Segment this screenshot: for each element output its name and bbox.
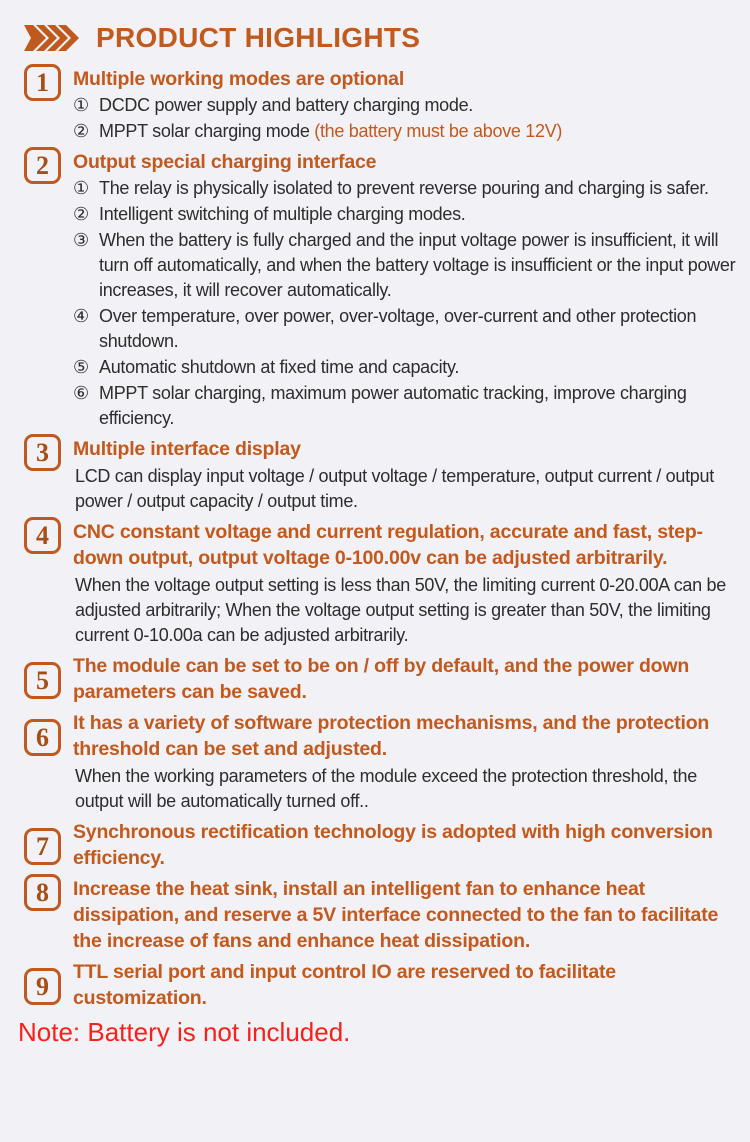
sub-text: MPPT solar charging, maximum power automatic tracking, improve charging efficiency. (99, 383, 687, 428)
item-number-badge (24, 517, 61, 554)
item-heading: Multiple working modes are optional (73, 68, 405, 90)
highlight-item-4 (24, 519, 736, 648)
sub-marker: ④ (73, 306, 89, 326)
item-number: 4 (36, 520, 49, 550)
sub-item (73, 355, 736, 380)
item-number-badge (24, 147, 61, 184)
item-number-badge (24, 874, 61, 911)
sub-marker: ⑥ (73, 383, 89, 403)
sub-item (73, 381, 736, 431)
highlight-item-9 (24, 959, 736, 1011)
sub-text-highlight: (the battery must be above 12V) (314, 121, 563, 141)
item-number: 6 (36, 722, 49, 752)
highlight-item-6 (24, 710, 736, 814)
item-body: When the voltage output setting is less than 50V, the limiting current 0-20.00A can be adjusted arbitrarily; When the voltage output setting is greater than 50V, the limiting current 0-10.00a can be adjusted arbitrarily. (75, 575, 726, 645)
sub-marker: ① (73, 178, 89, 198)
item-heading: The module can be set to be on / off by default, and the power down parameters can be saved. (73, 655, 690, 703)
page-title: PRODUCT HIGHLIGHTS (96, 22, 421, 53)
item-content (73, 66, 736, 144)
highlight-item-8 (24, 876, 736, 954)
sub-item (73, 304, 736, 354)
item-number-badge (24, 662, 61, 699)
sub-marker: ② (73, 121, 89, 141)
sub-item (73, 228, 736, 303)
item-heading: Multiple interface display (73, 438, 301, 460)
item-heading: Increase the heat sink, install an intelligent fan to enhance heat dissipation, and reserve a 5V interface connected to the fan to facilitate the increase of fans and enhance heat dissipation. (73, 878, 719, 952)
item-content (73, 149, 736, 431)
item-content (73, 959, 736, 1011)
section-header (24, 22, 736, 54)
item-number: 7 (36, 831, 49, 861)
item-number-badge (24, 968, 61, 1005)
item-content (73, 519, 736, 648)
sub-item (73, 202, 736, 227)
sub-text: Over temperature, over power, over-voltage, over-current and other protection shutdown. (99, 306, 697, 351)
sub-item (73, 176, 736, 201)
highlight-item-5 (24, 653, 736, 705)
item-number: 5 (36, 665, 49, 695)
item-content (73, 436, 736, 514)
item-number: 8 (36, 877, 49, 907)
sub-item (73, 93, 736, 118)
chevrons-right-icon (24, 25, 80, 51)
note-text: Note: Battery is not included. (18, 1017, 351, 1047)
item-body: When the working parameters of the module exceed the protection threshold, the output will be automatically turned off.. (75, 766, 697, 811)
item-heading: Synchronous rectification technology is adopted with high conversion efficiency. (73, 821, 713, 869)
sub-marker: ⑤ (73, 357, 89, 377)
sub-text-plain: MPPT solar charging mode (99, 121, 315, 141)
sub-text: The relay is physically isolated to prevent reverse pouring and charging is safer. (99, 178, 709, 198)
item-content (73, 710, 736, 814)
sub-text: Automatic shutdown at fixed time and capacity. (99, 357, 460, 377)
sub-item (73, 119, 736, 144)
sub-marker: ③ (73, 230, 89, 250)
highlight-item-7 (24, 819, 736, 871)
item-number-badge (24, 719, 61, 756)
highlight-item-3 (24, 436, 736, 514)
sub-marker: ① (73, 95, 89, 115)
sub-text: When the battery is fully charged and the input voltage power is insufficient, it will turn off automatically, and when the battery voltage is insufficient or the input power increases, it will recover automatically. (99, 230, 736, 300)
item-content (73, 819, 736, 871)
item-number: 9 (36, 971, 49, 1001)
item-content (73, 876, 736, 954)
item-number-badge (24, 434, 61, 471)
item-heading: It has a variety of software protection mechanisms, and the protection threshold can be set and adjusted. (73, 712, 710, 760)
sub-marker: ② (73, 204, 89, 224)
item-content (73, 653, 736, 705)
item-body: LCD can display input voltage / output voltage / temperature, output current / output power / output capacity / output time. (75, 466, 714, 511)
item-heading: CNC constant voltage and current regulation, accurate and fast, step-down output, output voltage 0-100.00v can be adjusted arbitrarily. (73, 521, 703, 569)
item-number: 2 (36, 150, 49, 180)
highlight-item-2 (24, 149, 736, 431)
item-number-badge (24, 828, 61, 865)
sub-text (99, 119, 736, 144)
item-number: 1 (36, 67, 49, 97)
item-heading: TTL serial port and input control IO are reserved to facilitate customization. (73, 961, 616, 1009)
sub-text: Intelligent switching of multiple charging modes. (99, 204, 466, 224)
item-number: 3 (36, 437, 49, 467)
item-number-badge (24, 64, 61, 101)
highlight-item-1 (24, 66, 736, 144)
item-heading: Output special charging interface (73, 151, 377, 173)
sub-text: DCDC power supply and battery charging mode. (99, 95, 473, 115)
